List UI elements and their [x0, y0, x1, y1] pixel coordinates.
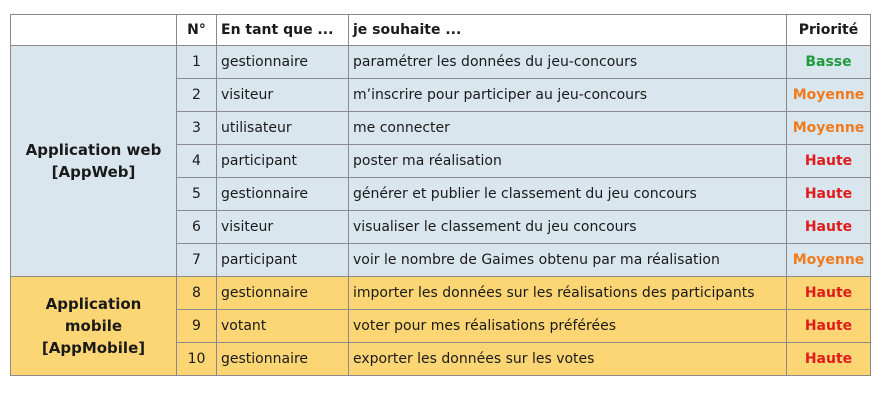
row-wish: voir le nombre de Gaimes obtenu par ma réalisation	[349, 244, 787, 277]
row-number: 7	[177, 244, 217, 277]
header-wish: je souhaite ...	[349, 15, 787, 46]
row-wish: importer les données sur les réalisations des participants	[349, 277, 787, 310]
row-number: 6	[177, 211, 217, 244]
row-priority: Haute	[787, 310, 871, 343]
row-wish: générer et publier le classement du jeu concours	[349, 178, 787, 211]
row-number: 4	[177, 145, 217, 178]
row-number: 9	[177, 310, 217, 343]
row-priority: Moyenne	[787, 79, 871, 112]
group-label-mobile	[11, 277, 177, 376]
table-header-row	[11, 15, 871, 46]
row-number: 10	[177, 343, 217, 376]
row-number: 5	[177, 178, 217, 211]
group-label-line: Application web	[25, 141, 162, 159]
row-role: visiteur	[217, 79, 349, 112]
row-wish: me connecter	[349, 112, 787, 145]
header-number: N°	[177, 15, 217, 46]
row-priority: Haute	[787, 343, 871, 376]
row-priority: Haute	[787, 277, 871, 310]
user-stories-table-wrapper	[10, 14, 871, 376]
row-number: 3	[177, 112, 217, 145]
row-priority: Haute	[787, 178, 871, 211]
row-role: utilisateur	[217, 112, 349, 145]
header-priority: Priorité	[787, 15, 871, 46]
table-body	[11, 46, 871, 376]
row-role: participant	[217, 244, 349, 277]
row-role: gestionnaire	[217, 178, 349, 211]
table-row	[11, 277, 871, 310]
header-group-cell	[11, 15, 177, 46]
row-priority: Haute	[787, 145, 871, 178]
table-row	[11, 46, 871, 79]
group-label-web	[11, 46, 177, 277]
row-wish: poster ma réalisation	[349, 145, 787, 178]
row-priority: Moyenne	[787, 112, 871, 145]
row-number: 2	[177, 79, 217, 112]
user-stories-table	[10, 14, 871, 376]
row-role: gestionnaire	[217, 277, 349, 310]
row-role: participant	[217, 145, 349, 178]
row-role: gestionnaire	[217, 343, 349, 376]
row-wish: visualiser le classement du jeu concours	[349, 211, 787, 244]
group-label-line: [AppMobile]	[41, 339, 146, 357]
row-number: 8	[177, 277, 217, 310]
group-label-line: [AppWeb]	[51, 163, 136, 181]
row-wish: paramétrer les données du jeu-concours	[349, 46, 787, 79]
row-priority: Haute	[787, 211, 871, 244]
row-role: gestionnaire	[217, 46, 349, 79]
row-role: votant	[217, 310, 349, 343]
row-number: 1	[177, 46, 217, 79]
row-priority: Moyenne	[787, 244, 871, 277]
row-wish: voter pour mes réalisations préférées	[349, 310, 787, 343]
row-priority: Basse	[787, 46, 871, 79]
group-label-line: Application mobile	[45, 295, 142, 335]
row-role: visiteur	[217, 211, 349, 244]
row-wish: m’inscrire pour participer au jeu-concours	[349, 79, 787, 112]
header-role: En tant que ...	[217, 15, 349, 46]
row-wish: exporter les données sur les votes	[349, 343, 787, 376]
